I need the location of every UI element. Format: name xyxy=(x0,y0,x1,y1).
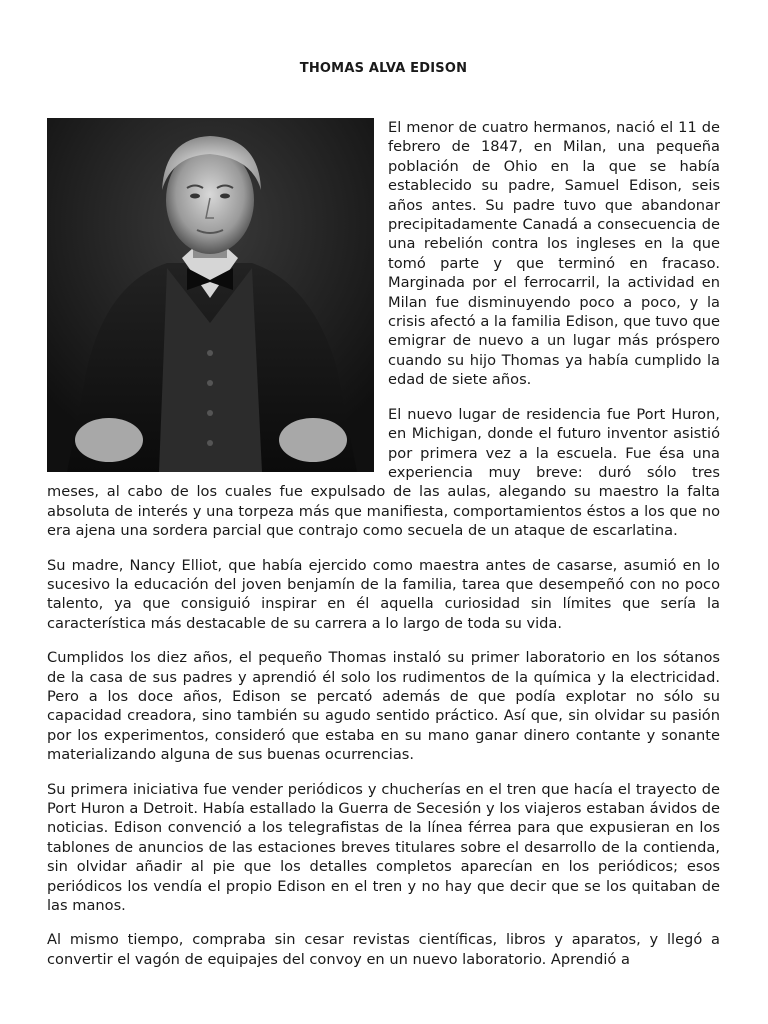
paragraph-3: Su madre, Nancy Elliot, que había ejercido como maestra antes de casarse, asumió en lo sucesivo la educación del joven benjamín de la familia, tarea que desempeñó con no poco talento, ya que consiguió inspirar en él aquella curiosidad sin límites que sería la característica más destacable de su carrera a lo largo de toda su vida. xyxy=(47,556,720,632)
document-page xyxy=(47,60,720,984)
paragraph-2: El nuevo lugar de residencia fue Port Huron, en Michigan, donde el futuro inventor asistió por primera vez a la escuela. Fue ésa una experiencia muy breve: duró sólo tres meses, al cabo de los cuales fue expulsado de las aulas, alegando su maestro la falta absoluta de interés y una torpeza más que manifiesta, comportamientos éstos a los que no era ajena una sordera parcial que contrajo como secuela de un ataque de escarlatina. xyxy=(47,405,720,540)
document-title: THOMAS ALVA EDISON xyxy=(299,61,468,76)
paragraph-1: El menor de cuatro hermanos, nació el 11 de febrero de 1847, en Milan, una pequeña población de Ohio en la que se había establecido su padre, Samuel Edison, seis años antes. Su padre tuvo que abandonar precipitadamente Canadá a consecuencia de una rebelión contra los ingleses en la que tomó parte y que terminó en fracaso. Marginada por el ferrocarril, la actividad en Milan fue disminuyendo poco a poco, y la crisis afectó a la familia Edison, que tuvo que emigrar de nuevo a un lugar más próspero cuando su hijo Thomas ya había cumplido la edad de siete años. xyxy=(388,119,721,389)
portrait-photo xyxy=(47,118,374,472)
paragraph-4: Cumplidos los diez años, el pequeño Thomas instaló su primer laboratorio en los sótanos de la casa de sus padres y aprendió él solo los rudimentos de la química y la electricidad. Pero a los doce años, Edison se percató además de que podía explotar no sólo su capacidad creadora, sino también su agudo sentido práctico. Así que, sin olvidar su pasión por los experimentos, consideró que estaba en su mano ganar dinero contante y sonante materializando alguna de sus buenas ocurrencias. xyxy=(47,649,720,764)
paragraph-5: Su primera iniciativa fue vender periódicos y chucherías en el tren que hacía el trayecto de Port Huron a Detroit. Había estallado la Guerra de Secesión y los viajeros estaban ávidos de noticias. Edison convenció a los telegrafistas de la línea férrea para que expusieran en los tablones de anuncios de las estaciones breves titulares sobre el desarrollo de la contienda, sin olvidar añadir al pie que los detalles completos aparecían en los periódicos; esos periódicos los vendía el propio Edison en el tren y no hay que decir que se los quitaban de las manos. xyxy=(47,780,720,915)
portrait-illustration xyxy=(47,118,374,472)
paragraph-6: Al mismo tiempo, compraba sin cesar revistas científicas, libros y aparatos, y llegó a convertir el vagón de equipajes del convoy en un nuevo laboratorio. Aprendió a xyxy=(47,931,720,968)
